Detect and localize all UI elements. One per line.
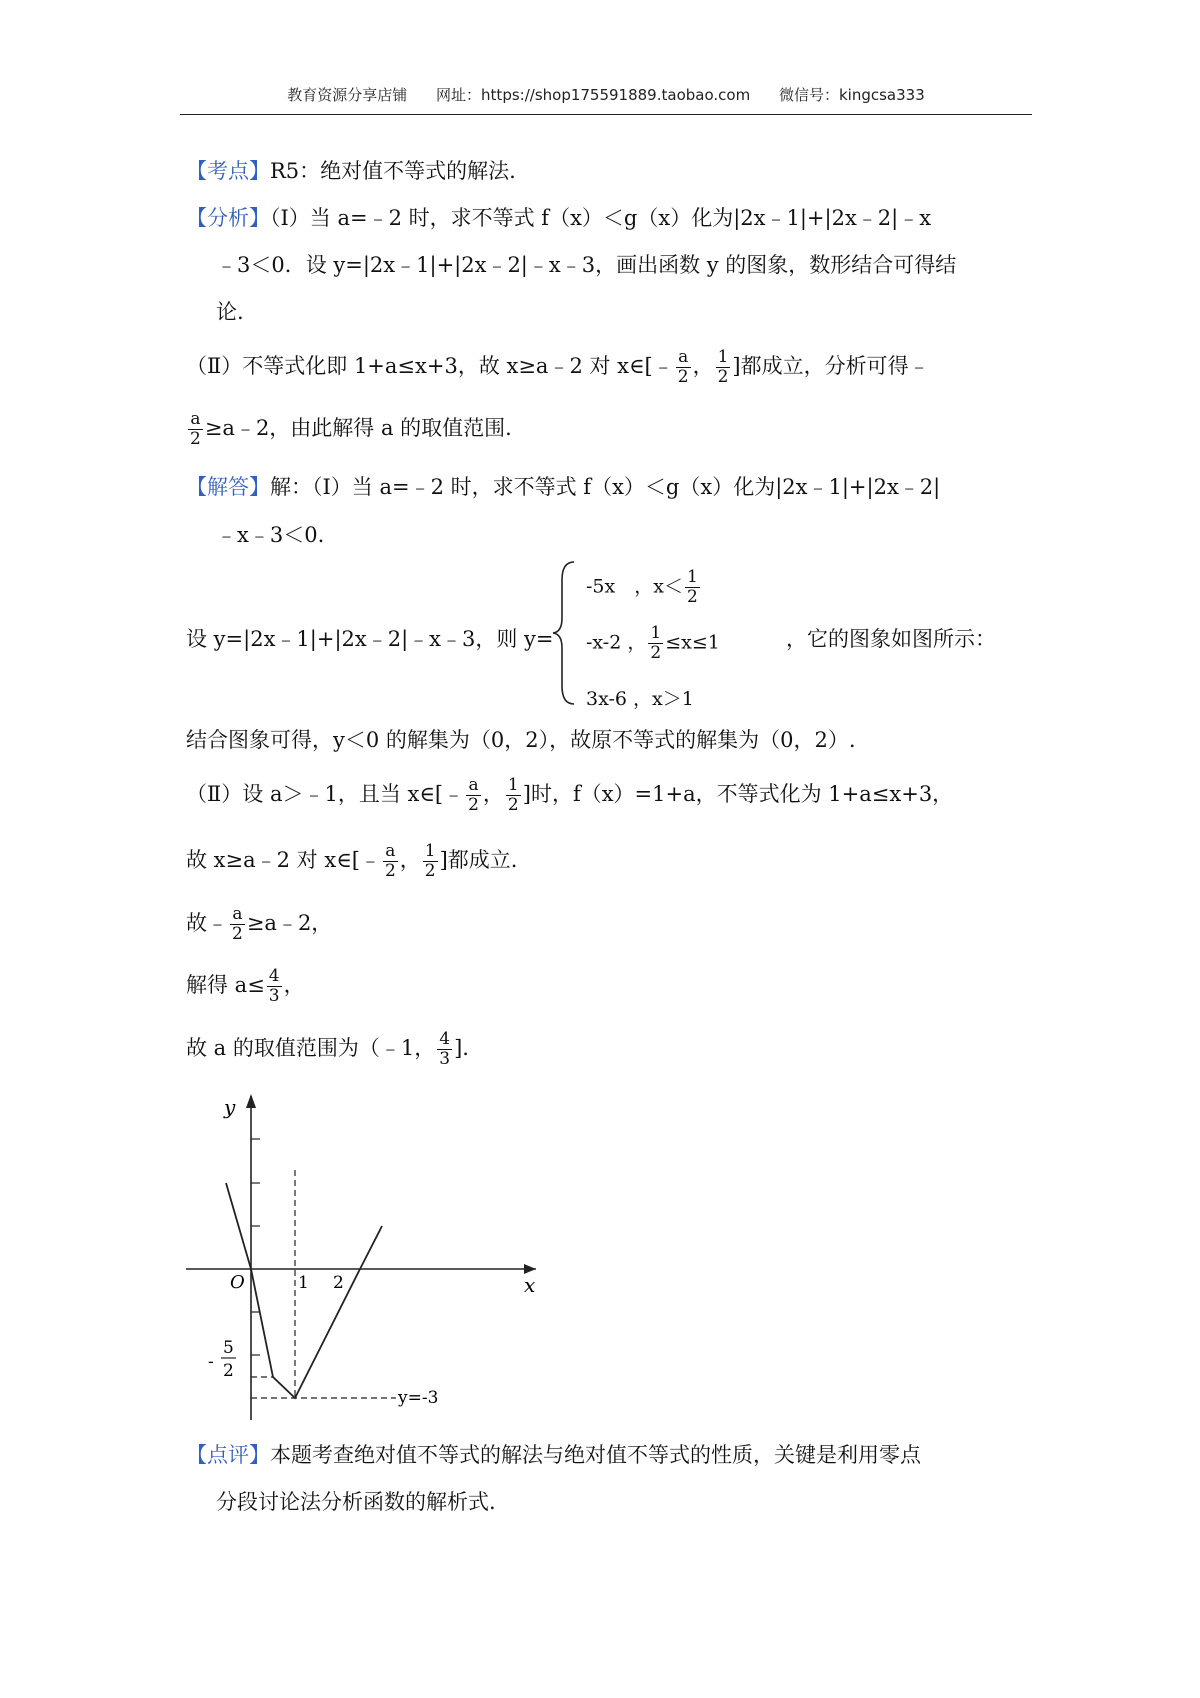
kaodian-tag: 【考点】	[186, 159, 270, 183]
hline-label: y=-3	[398, 1388, 439, 1408]
fenxi-text-4a: （Ⅱ）不等式化即 1+a≤x+3，故 x≥a﹣2 对 x∈[﹣	[186, 354, 674, 378]
origin-label: O	[230, 1272, 245, 1293]
piecewise-case-3: 3x-6 ，x＞1	[586, 688, 694, 710]
jieda-line-7: 故﹣ $\frac{a}{2}$ ≥a﹣2，	[186, 904, 333, 944]
x-tick-1: 1	[298, 1273, 309, 1293]
piecewise-case-2: -x-2 ， $\frac{1}{2}$ ≤x≤1	[586, 623, 720, 663]
jieda-line-9: 故 a 的取值范围为（﹣1， $\frac{4}{3}$ ].	[186, 1029, 469, 1069]
jieda-line-5: （Ⅱ）设 a＞﹣1，且当 x∈[﹣ $\frac{a}{2}$ ， $\frac{1}{2}$ ]时，f（x）=1+a，不等式化为 1+a≤x+3，	[186, 775, 954, 815]
dianping-tag: 【点评】	[186, 1443, 270, 1467]
jieda-tag: 【解答】	[186, 475, 270, 499]
y-tick-two: 2	[223, 1361, 234, 1381]
y-tick-five: 5	[223, 1338, 234, 1358]
y-axis-label: y	[224, 1095, 236, 1119]
jieda-line-4: 结合图象可得，y＜0 的解集为（0，2），故原不等式的解集为（0，2）.	[186, 728, 856, 752]
fenxi-line-4: （Ⅱ）不等式化即 1+a≤x+3，故 x≥a﹣2 对 x∈[﹣ $\frac{a}{2}$ ， $\frac{1}{2}$ ]都成立，分析可得﹣	[186, 347, 930, 387]
fenxi-line-3: 论.	[216, 300, 244, 324]
fenxi-text-1: （Ⅰ）当 a=﹣2 时，求不等式 f（x）＜g（x）化为|2x﹣1|+|2x﹣2|﹣x	[270, 206, 932, 230]
jieda-line-1	[186, 472, 1036, 502]
page-header	[180, 84, 1032, 115]
jieda-line-6: 故 x≥a﹣2 对 x∈[﹣ $\frac{a}{2}$ ， $\frac{1}{2}$ ]都成立.	[186, 841, 518, 881]
fraction-a-over-2: $\frac{a}{2}$	[677, 347, 689, 387]
fraction-1-over-2: $\frac{1}{2}$	[717, 347, 729, 387]
fenxi-text-5: ≥a﹣2，由此解得 a 的取值范围.	[204, 416, 512, 440]
dianping-line-1	[186, 1440, 1036, 1470]
x-tick-2: 2	[333, 1273, 344, 1293]
header-shop: 教育资源分享店铺	[287, 86, 408, 104]
fenxi-line-1	[186, 203, 1036, 233]
jieda-line-3a: 设 y=|2x﹣1|+|2x﹣2|﹣x﹣3，则 y=	[186, 627, 554, 651]
jieda-line-3b: ，它的图象如图所示：	[786, 627, 996, 651]
header-wechat: 微信号：kingcsa333	[778, 86, 925, 104]
function-graph	[186, 1090, 546, 1430]
y-tick-neg-sign: -	[208, 1352, 214, 1372]
kaodian-line	[186, 156, 1036, 186]
fraction-a-over-2: $\frac{a}{2}$	[190, 409, 201, 449]
dianping-line-2: 分段讨论法分析函数的解析式.	[216, 1490, 496, 1514]
piecewise-brace	[550, 558, 580, 708]
fenxi-line-2: ﹣3＜0．设 y=|2x﹣1|+|2x﹣2|﹣x﹣3，画出函数 y 的图象，数形结合可得结	[216, 253, 957, 277]
jieda-line-2: ﹣x﹣3＜0.	[216, 523, 325, 547]
y-axis-arrow	[246, 1094, 256, 1108]
piecewise-case-1: -5x ，x＜ $\frac{1}{2}$	[586, 567, 698, 607]
kaodian-text: R5：绝对值不等式的解法.	[270, 159, 516, 183]
fenxi-line-5	[186, 410, 1036, 449]
x-axis-label: x	[524, 1273, 536, 1297]
dianping-text-1: 本题考查绝对值不等式的解法与绝对值不等式的性质，关键是利用零点	[270, 1443, 921, 1467]
jieda-text-1: 解：（Ⅰ）当 a=﹣2 时，求不等式 f（x）＜g（x）化为|2x﹣1|+|2x﹣2|	[270, 475, 941, 499]
jieda-line-8: 解得 a≤ $\frac{4}{3}$ ，	[186, 966, 305, 1006]
header-url: 网址：https://shop175591889.taobao.com	[436, 86, 751, 104]
fenxi-text-4b: ]都成立，分析可得﹣	[732, 354, 930, 378]
fenxi-tag: 【分析】	[186, 206, 270, 230]
